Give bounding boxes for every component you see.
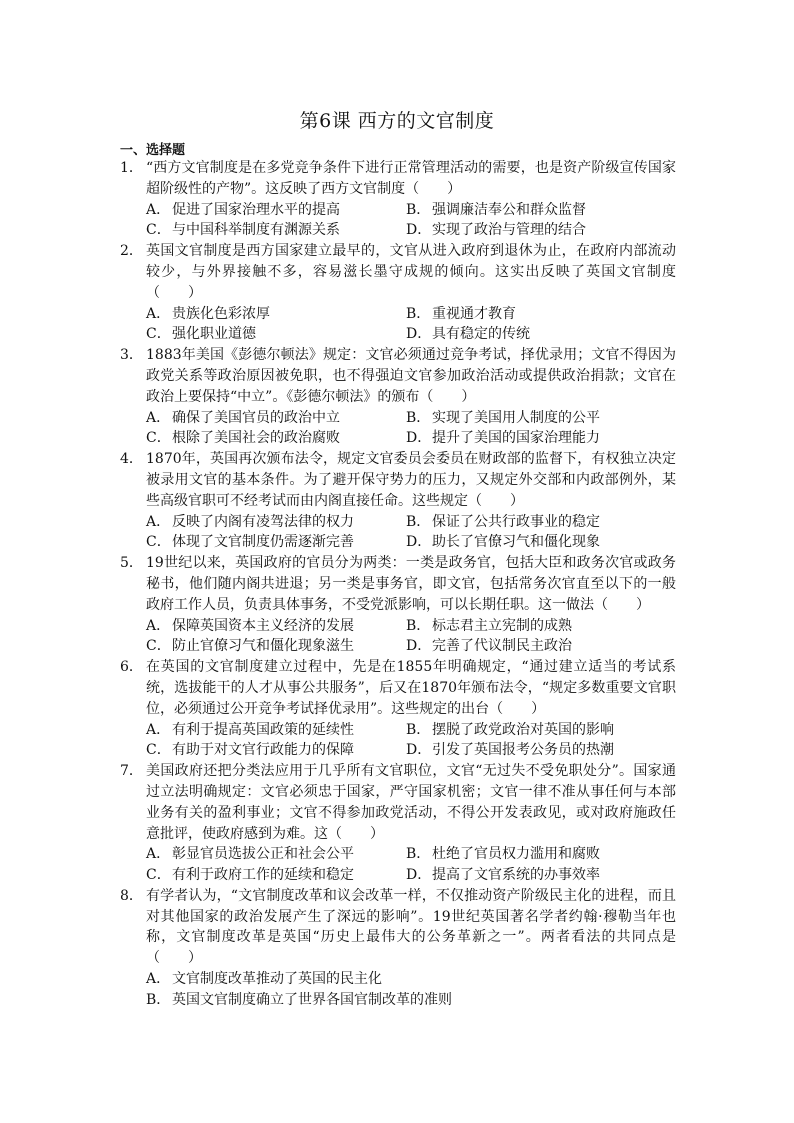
question-number: 6． [120,659,143,676]
option-d: D．完善了代议制民主政治 [406,638,572,655]
option-b: B． 保证了公共行政事业的稳定 [406,513,600,530]
question-stem: 1883年美国《彭德尔顿法》规定：文官必须通过竞争考试，择优录用；文官不得因为政党关系等政治原因被免职，也不得强迫文官参加政治活动或提供政治捐款；文官在政治上要保持“中立”。《彭德尔顿法》的颁布（ ） [146,347,676,405]
option-d: D．提升了美国的国家治理能力 [406,430,600,447]
question-stem: 1870年，英国再次颁布法令，规定文官委员会委员在财政部的监督下，有权独立决定被录用文官的基本条件。为了避开保守势力的压力，又规定外交部和内政部例外，某些高级官职可不经考试而由内阁直接任命。这些规定（ ） [146,451,676,509]
question-stem: 有学者认为，“文官制度改革和议会改革一样，不仅推动资产阶级民主化的进程，而且对其他国家的政治发展产生了深远的影响”。19世纪英国著名学者约翰·穆勒当年也称，文官制度改革是英国“历史上最伟大的公务革新之一”。两者看法的共同点是（ ） [146,887,676,967]
question-stem: 19世纪以来，英国政府的官员分为两类：一类是政务官，包括大臣和政务次官或政务秘书，他们随内阁共进退；另一类是事务官，即文官，包括常务次官直至以下的一般政府工作人员，负责具体事务，不受党派影响，可以长期任职。这一做法（ ） [146,555,676,613]
option-a: A． 反映了内阁有凌驾法律的权力 [146,513,354,530]
question-stem: 英国文官制度是西方国家建立最早的，文官从进入政府到退休为止，在政府内部流动较少，与外界接触不多，容易滋长墨守成规的倾向。这实出反映了英国文官制度（ ） [146,243,676,301]
question-3 [120,345,676,449]
option-c: C．有助于对文官行政能力的保障 [146,742,354,759]
option-b: B． 杜绝了官员权力滥用和腐败 [406,846,600,863]
question-stem: 美国政府还把分类法应用于几乎所有文官职位，文官“无过失不受免职处分”。国家通过立法明确规定：文官必须忠于国家，严守国家机密；文官一律不准从事任何与本部业务有关的盈利事业；文官不得参加政党活动，不得公开发表政见，或对政府施政任意批评，使政府感到为难。这（ ） [146,763,676,842]
question-list [120,158,676,1011]
options-grid [146,408,676,450]
option-a: A． 促进了国家治理水平的提高 [146,201,340,218]
question-5 [120,553,676,657]
option-c: C．根除了美国社会的政治腐败 [146,430,340,447]
option-d: D．实现了政治与管理的结合 [406,222,586,239]
option-c: C．强化职业道德 [146,326,256,343]
option-b: B． 摆脱了政党政治对英国的影响 [406,721,614,738]
question-stem: 在英国的文官制度建立过程中，先是在1855年明确规定，“通过建立适当的考试系统，选拔能干的人才从事公共服务”，后又在1870年颁布法令，“规定多数重要文官职位，必须通过公开竞争考试择优录用”。这些规定的出台（ ） [146,659,676,717]
question-number: 4． [120,451,143,468]
options-grid [146,304,676,346]
option-a: A． 贵族化色彩浓厚 [146,305,270,322]
section-heading: 一、选择题 [120,143,186,158]
option-b: B． 实现了美国用人制度的公平 [406,409,600,426]
question-number: 5． [120,555,143,572]
option-d: D．助长了官僚习气和僵化现象 [406,534,600,551]
options-grid [146,844,676,886]
question-number: 8． [120,887,143,904]
options-grid [146,200,676,242]
question-1 [120,158,676,241]
option-a: A． 彰显官员选拔公正和社会公平 [146,846,354,863]
option-c: C．有利于政府工作的延续和稳定 [146,867,354,884]
options-grid [146,512,676,554]
question-4 [120,449,676,553]
question-number: 7． [120,763,143,780]
option-c: C．体现了文官制度仍需逐渐完善 [146,534,354,551]
options-grid [146,720,676,762]
question-number: 1． [120,160,143,176]
option-d: D．引发了英国报考公务员的热潮 [406,742,614,759]
question-stem: “西方文官制度是在多党竞争条件下进行正常管理活动的需要，也是资产阶级宣传国家超阶级性的产物”。这反映了西方文官制度（ ） [146,160,676,197]
question-2 [120,241,676,345]
options-grid [146,616,676,658]
option-b: B． 强调廉洁奉公和群众监督 [406,201,586,218]
option-a: A． 保障英国资本主义经济的发展 [146,617,354,634]
option-a: A． 文官制度改革推动了英国的民主化 [146,971,382,988]
option-c: C．防止官僚习气和僵化现象滋生 [146,638,354,655]
page-title: 第6课 西方的文官制度 [299,110,495,132]
question-7 [120,761,676,886]
question-6 [120,657,676,761]
option-a: A． 有利于提高英国政策的延续性 [146,721,354,738]
option-b: B． 重视通才教育 [406,305,516,322]
question-8 [120,886,676,1011]
question-number: 2． [120,243,143,260]
option-c: C．与中国科举制度有渊源关系 [146,222,340,239]
option-d: D．提高了文官系统的办事效率 [406,867,600,884]
option-d: D．具有稳定的传统 [406,326,530,343]
options-list [146,969,676,1011]
option-b: B． 标志君主立宪制的成熟 [406,617,572,634]
option-b: B． 英国文官制度确立了世界各国官制改革的准则 [146,991,452,1008]
question-number: 3． [120,347,143,364]
option-a: A． 确保了美国官员的政治中立 [146,409,340,426]
